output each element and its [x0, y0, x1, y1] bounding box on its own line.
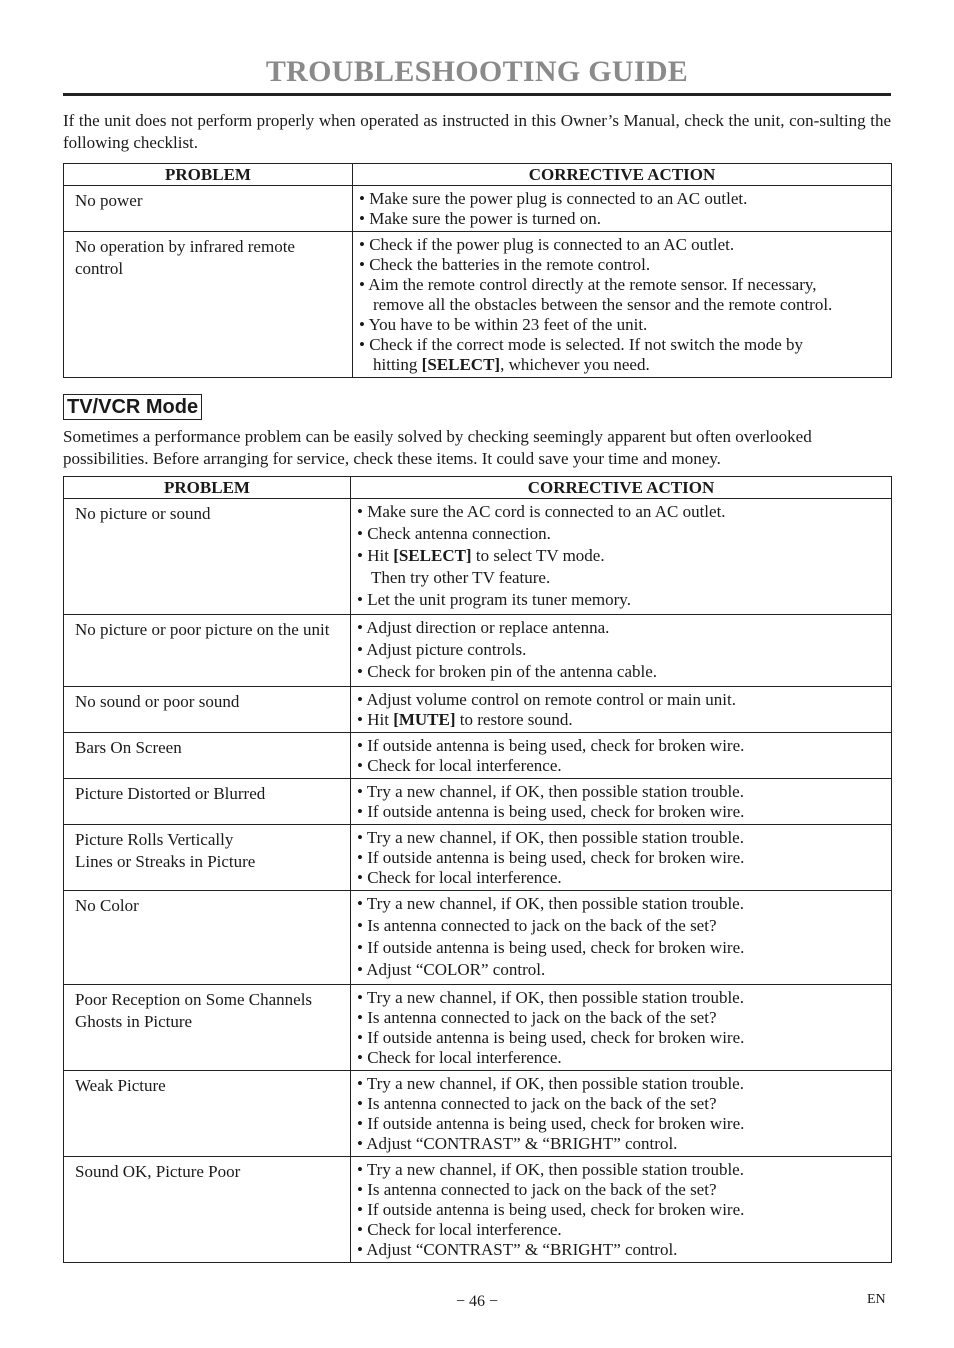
title-divider — [63, 93, 891, 96]
action-line: • If outside antenna is being used, check for broken wire. — [357, 1200, 745, 1219]
corrective-action-cell — [351, 779, 892, 825]
action-line: • Try a new channel, if OK, then possible station trouble. — [357, 782, 744, 801]
action-line: • Is antenna connected to jack on the back of the set? — [357, 1180, 717, 1199]
action-line: • Adjust “CONTRAST” & “BRIGHT” control. — [357, 1134, 678, 1153]
action-line: • Hit [SELECT] to select TV mode. — [357, 546, 605, 565]
action-line: • Adjust “COLOR” control. — [357, 960, 546, 979]
action-line: • Check antenna connection. — [357, 524, 551, 543]
section-heading-tv-vcr-mode: TV/VCR Mode — [63, 394, 202, 420]
table-row — [64, 1157, 892, 1263]
corrective-action-cell — [351, 687, 892, 733]
action-line: • Let the unit program its tuner memory. — [357, 590, 631, 609]
action-line: • Try a new channel, if OK, then possible station trouble. — [357, 988, 744, 1007]
section-intro-paragraph: Sometimes a performance problem can be easily solved by checking seemingly apparent but often overlooked possibilities. Before arranging for service, check these items. It could save your time and money. — [63, 427, 812, 468]
problem-cell: No picture or poor picture on the unit — [64, 615, 351, 687]
corrective-action-cell — [353, 232, 892, 378]
table-row — [64, 186, 892, 232]
table-row — [64, 779, 892, 825]
troubleshooting-table-general — [63, 163, 892, 378]
page-number: − 46 − — [455, 1293, 499, 1310]
action-line: • You have to be within 23 feet of the unit. — [359, 315, 648, 334]
action-line: remove all the obstacles between the sensor and the remote control. — [373, 295, 833, 314]
action-line: • Adjust picture controls. — [357, 640, 527, 659]
action-line: • If outside antenna is being used, check for broken wire. — [357, 736, 745, 755]
action-line: • If outside antenna is being used, check for broken wire. — [357, 802, 745, 821]
manual-page — [63, 0, 891, 1263]
corrective-action-cell — [351, 733, 892, 779]
language-code: EN — [867, 1292, 886, 1307]
action-line: • Check for local interference. — [357, 1220, 562, 1239]
column-header-corrective-action: CORRECTIVE ACTION — [351, 477, 892, 499]
problem-cell: No power — [64, 186, 353, 232]
corrective-action-cell — [351, 1071, 892, 1157]
table-row — [64, 891, 892, 985]
column-header-corrective-action: CORRECTIVE ACTION — [353, 164, 892, 186]
problem-cell: Bars On Screen — [64, 733, 351, 779]
corrective-action-cell — [351, 891, 892, 985]
table-row — [64, 687, 892, 733]
action-line: • If outside antenna is being used, check for broken wire. — [357, 938, 745, 957]
page-title: TROUBLESHOOTING GUIDE — [265, 55, 689, 88]
problem-cell: Poor Reception on Some Channels Ghosts in Picture — [64, 985, 351, 1071]
action-line: • If outside antenna is being used, check for broken wire. — [357, 848, 745, 867]
problem-cell: Picture Distorted or Blurred — [64, 779, 351, 825]
problem-cell: No sound or poor sound — [64, 687, 351, 733]
action-line: • If outside antenna is being used, check for broken wire. — [357, 1114, 745, 1133]
action-line: • Make sure the power plug is connected to an AC outlet. — [359, 189, 748, 208]
action-line: • Check if the correct mode is selected. If not switch the mode by — [359, 335, 804, 354]
corrective-action-cell — [353, 186, 892, 232]
corrective-action-cell — [351, 615, 892, 687]
problem-cell: Sound OK, Picture Poor — [64, 1157, 351, 1263]
problem-cell: No picture or sound — [64, 499, 351, 615]
table-header-row — [64, 164, 892, 186]
action-line: • Is antenna connected to jack on the back of the set? — [357, 916, 717, 935]
table-row — [64, 825, 892, 891]
action-line: • Check the batteries in the remote control. — [359, 255, 651, 274]
corrective-action-cell — [351, 499, 892, 615]
action-line: • If outside antenna is being used, check for broken wire. — [357, 1028, 745, 1047]
action-line: • Adjust volume control on remote control or main unit. — [357, 690, 736, 709]
column-header-problem: PROBLEM — [64, 477, 351, 499]
action-line: • Check for local interference. — [357, 868, 562, 887]
action-line: • Make sure the power is turned on. — [359, 209, 602, 228]
action-line: • Try a new channel, if OK, then possible station trouble. — [357, 828, 744, 847]
action-line: • Check for local interference. — [357, 756, 562, 775]
action-line: • Try a new channel, if OK, then possible station trouble. — [357, 1160, 744, 1179]
action-line: • Make sure the AC cord is connected to an AC outlet. — [357, 502, 726, 521]
intro-paragraph: If the unit does not perform properly when operated as instructed in this Owner’s Manual, check the unit, con-sulting the following checklist. — [63, 111, 891, 152]
action-line: • Hit [MUTE] to restore sound. — [357, 710, 573, 729]
table-row — [64, 499, 892, 615]
table-row — [64, 733, 892, 779]
corrective-action-cell — [351, 985, 892, 1071]
action-line: • Check if the power plug is connected to an AC outlet. — [359, 235, 735, 254]
column-header-problem: PROBLEM — [64, 164, 353, 186]
action-line: • Adjust direction or replace antenna. — [357, 618, 610, 637]
troubleshooting-table-tv-vcr — [63, 476, 892, 1263]
action-line: • Adjust “CONTRAST” & “BRIGHT” control. — [357, 1240, 678, 1259]
action-line: hitting [SELECT], whichever you need. — [373, 355, 650, 374]
table-row — [64, 615, 892, 687]
problem-cell: No Color — [64, 891, 351, 985]
problem-cell: Picture Rolls Vertically Lines or Streaks in Picture — [64, 825, 351, 891]
table-row — [64, 1071, 892, 1157]
table-header-row — [64, 477, 892, 499]
action-line: • Try a new channel, if OK, then possible station trouble. — [357, 1074, 744, 1093]
action-line: • Check for broken pin of the antenna cable. — [357, 662, 658, 681]
table-row — [64, 232, 892, 378]
problem-cell: Weak Picture — [64, 1071, 351, 1157]
action-line: • Is antenna connected to jack on the back of the set? — [357, 1008, 717, 1027]
action-line: • Aim the remote control directly at the remote sensor. If necessary, — [359, 275, 817, 294]
table-row — [64, 985, 892, 1071]
problem-cell: No operation by infrared remote control — [64, 232, 353, 378]
action-line: • Check for local interference. — [357, 1048, 562, 1067]
action-line: Then try other TV feature. — [371, 568, 551, 587]
action-line: • Try a new channel, if OK, then possible station trouble. — [357, 894, 744, 913]
action-line: • Is antenna connected to jack on the back of the set? — [357, 1094, 717, 1113]
corrective-action-cell — [351, 825, 892, 891]
corrective-action-cell — [351, 1157, 892, 1263]
